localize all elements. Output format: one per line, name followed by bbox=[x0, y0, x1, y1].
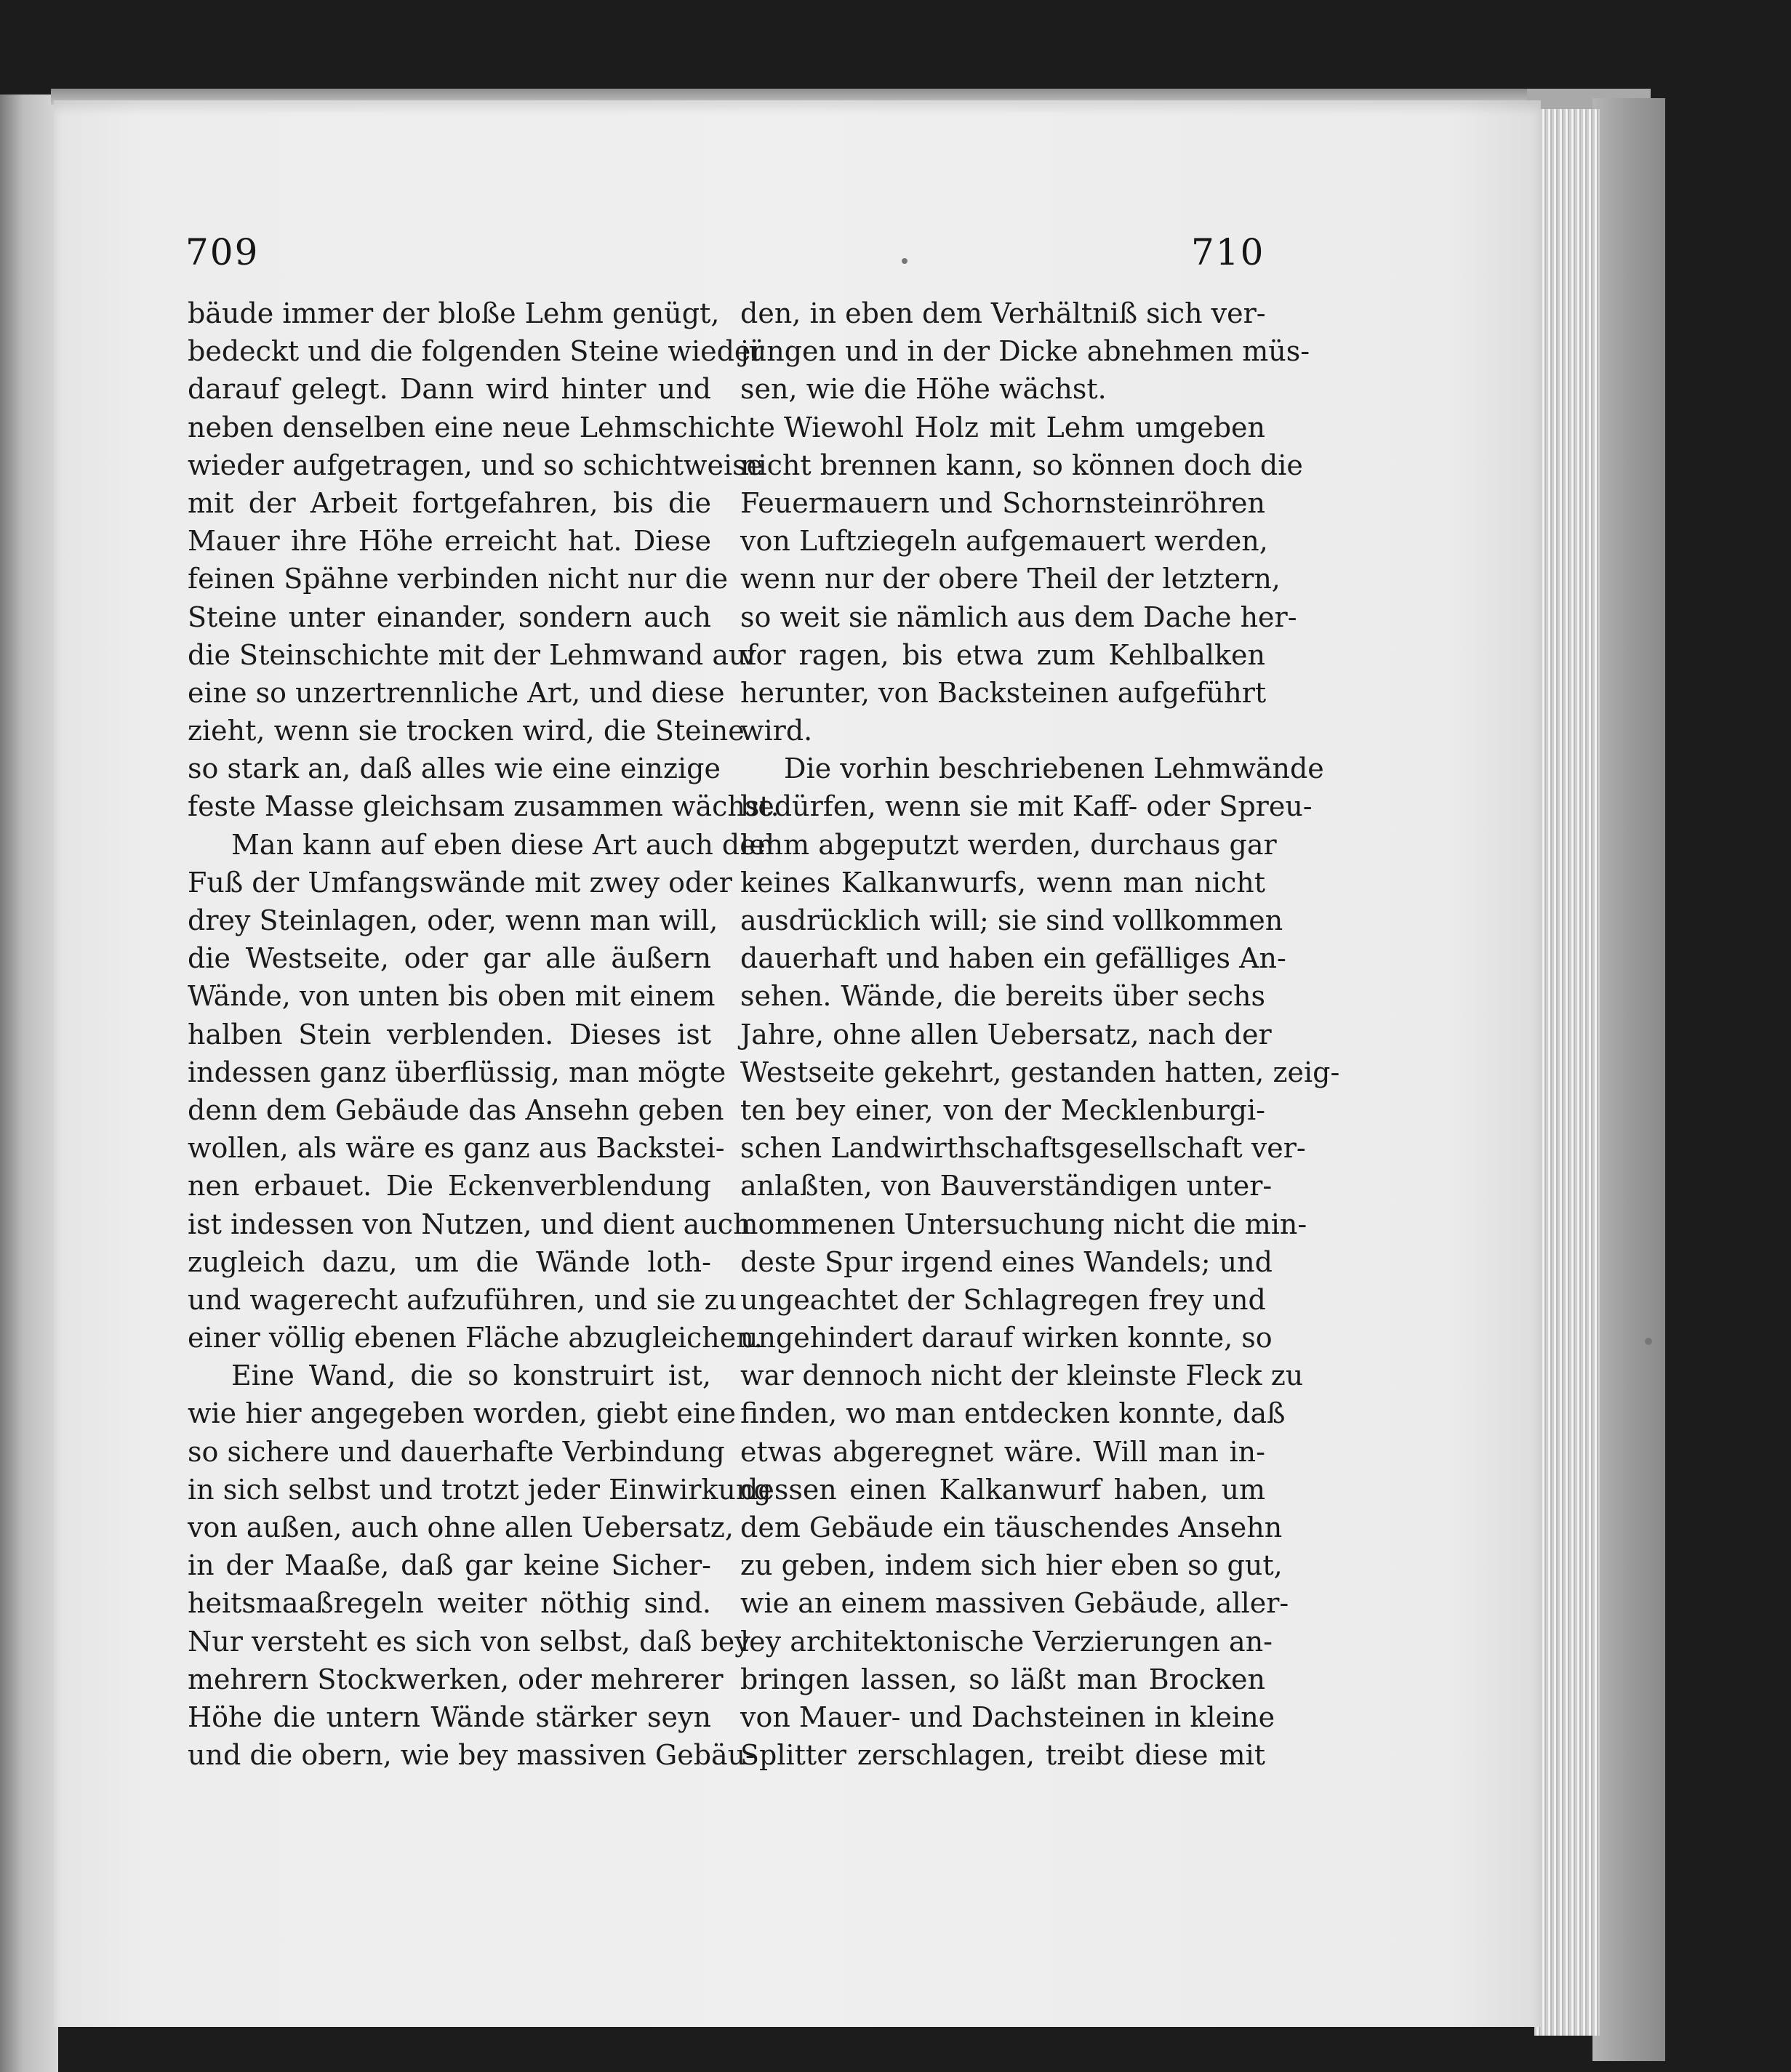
text-line: Jahre, ohne allen Uebersatz, nach der bbox=[740, 1018, 1272, 1051]
text-line: ley architektonische Verzierungen an- bbox=[740, 1625, 1273, 1658]
text-line: herunter, von Backsteinen aufgeführt bbox=[740, 676, 1267, 709]
text-line: Splitter zerschlagen, treibt diese mit bbox=[740, 1739, 1265, 1772]
text-line: so stark an, daß alles wie eine einzige bbox=[188, 752, 721, 785]
text-line: indessen ganz überflüssig, man mögte bbox=[188, 1056, 726, 1088]
text-line: bedürfen, wenn sie mit Kaff- oder Spreu- bbox=[740, 790, 1313, 823]
text-line: wie an einem massiven Gebäude, aller- bbox=[740, 1587, 1289, 1620]
page-number-right: 710 bbox=[1191, 231, 1265, 273]
text-line: in sich selbst und trotzt jeder Einwirkung bbox=[188, 1473, 772, 1506]
text-line: in der Maaße, daß gar keine Sicher- bbox=[188, 1549, 711, 1582]
text-line: zugleich dazu, um die Wände loth- bbox=[188, 1245, 711, 1278]
text-line: schen Landwirthschaftsgesellschaft ver- bbox=[740, 1132, 1306, 1165]
text-line: bäude immer der bloße Lehm genügt, bbox=[188, 297, 720, 329]
text-line: die Steinschichte mit der Lehmwand auf bbox=[188, 638, 757, 671]
text-line: einer völlig ebenen Fläche abzugleichen. bbox=[188, 1322, 763, 1354]
text-line: von außen, auch ohne allen Uebersatz, bbox=[188, 1511, 734, 1543]
paper-speck bbox=[902, 258, 907, 264]
text-line: Feuermauern und Schornsteinröhren bbox=[740, 486, 1265, 519]
text-line: dauerhaft und haben ein gefälliges An- bbox=[740, 942, 1286, 975]
text-line: war dennoch nicht der kleinste Fleck zu bbox=[740, 1360, 1304, 1392]
text-line: so weit sie nämlich aus dem Dache her- bbox=[740, 601, 1297, 633]
text-line: feinen Spähne verbinden nicht nur die bbox=[188, 563, 729, 595]
text-line: wenn nur der obere Theil der letztern, bbox=[740, 563, 1281, 595]
text-line: wollen, als wäre es ganz aus Backstei- bbox=[188, 1132, 725, 1165]
text-line: denn dem Gebäude das Ansehn geben bbox=[188, 1093, 724, 1126]
text-line: nen erbauet. Die Eckenverblendung bbox=[188, 1170, 711, 1202]
text-line: zieht, wenn sie trocken wird, die Steine bbox=[188, 715, 745, 747]
text-line: Die vorhin beschriebenen Lehmwände bbox=[784, 752, 1324, 785]
text-line: feste Masse gleichsam zusammen wächst. bbox=[188, 790, 780, 823]
text-line: Mauer ihre Höhe erreicht hat. Diese bbox=[188, 525, 711, 558]
text-line: ungeachtet der Schlagregen frey und bbox=[740, 1283, 1266, 1316]
text-line: bedeckt und die folgenden Steine wieder bbox=[188, 335, 764, 368]
text-line: ten bey einer, von der Mecklenburgi- bbox=[740, 1093, 1265, 1126]
text-line: drey Steinlagen, oder, wenn man will, bbox=[188, 904, 718, 936]
text-line: neben denselben eine neue Lehmschichte bbox=[188, 411, 775, 443]
text-line: heitsmaaßregeln weiter nöthig sind. bbox=[188, 1587, 711, 1620]
text-line: keines Kalkanwurfs, wenn man nicht bbox=[740, 866, 1265, 899]
text-line: etwas abgeregnet wäre. Will man in- bbox=[740, 1435, 1265, 1468]
text-line: anlaßten, von Bauverständigen unter- bbox=[740, 1170, 1273, 1202]
text-line: Man kann auf eben diese Art auch den bbox=[231, 828, 774, 861]
text-line: die Westseite, oder gar alle äußern bbox=[188, 942, 711, 975]
text-column-left bbox=[188, 294, 780, 1774]
text-line: halben Stein verblenden. Dieses ist bbox=[188, 1018, 711, 1051]
text-line: bringen lassen, so läßt man Brocken bbox=[740, 1663, 1265, 1695]
text-line: von Luftziegeln aufgemauert werden, bbox=[740, 525, 1268, 558]
page-number-left: 709 bbox=[185, 231, 260, 273]
text-line: sehen. Wände, die bereits über sechs bbox=[740, 980, 1265, 1013]
text-line: darauf gelegt. Dann wird hinter und bbox=[188, 373, 711, 406]
left-page-edge bbox=[0, 95, 58, 2072]
text-line: Wände, von unten bis oben mit einem bbox=[188, 980, 716, 1013]
text-line: wird. bbox=[740, 715, 813, 747]
text-line: von Mauer- und Dachsteinen in kleine bbox=[740, 1700, 1275, 1733]
text-line: Westseite gekehrt, gestanden hatten, zeig- bbox=[740, 1056, 1340, 1088]
text-line: wie hier angegeben worden, giebt eine bbox=[188, 1397, 736, 1430]
text-line: und wagerecht aufzuführen, und sie zu bbox=[188, 1283, 737, 1316]
text-line: dessen einen Kalkanwurf haben, um bbox=[740, 1473, 1265, 1506]
book-cover-edge bbox=[1592, 98, 1665, 2061]
text-column-right bbox=[740, 294, 1340, 1774]
paper-speck bbox=[1645, 1338, 1652, 1345]
text-line: deste Spur irgend eines Wandels; und bbox=[740, 1245, 1273, 1278]
text-line: und die obern, wie bey massiven Gebäu- bbox=[188, 1739, 755, 1772]
text-line: eine so unzertrennliche Art, und diese bbox=[188, 676, 725, 709]
text-line: ist indessen von Nutzen, und dient auch bbox=[188, 1208, 751, 1240]
text-line: mehrern Stockwerken, oder mehrerer bbox=[188, 1663, 724, 1695]
text-line: zu geben, indem sich hier eben so gut, bbox=[740, 1549, 1283, 1582]
text-line: Steine unter einander, sondern auch bbox=[188, 601, 711, 633]
text-line: nicht brennen kann, so können doch die bbox=[740, 449, 1303, 481]
text-line: wieder aufgetragen, und so schichtweise bbox=[188, 449, 764, 481]
text-line: Nur versteht es sich von selbst, daß bey bbox=[188, 1625, 750, 1658]
text-line: Fuß der Umfangswände mit zwey oder bbox=[188, 866, 732, 899]
text-line: ausdrücklich will; sie sind vollkommen bbox=[740, 904, 1283, 936]
text-line: Höhe die untern Wände stärker seyn bbox=[188, 1700, 711, 1733]
text-line: den, in eben dem Verhältniß sich ver- bbox=[740, 297, 1266, 329]
text-line: vor ragen, bis etwa zum Kehlbalken bbox=[740, 638, 1265, 671]
text-line: finden, wo man entdecken konnte, daß bbox=[740, 1397, 1286, 1430]
text-line: sen, wie die Höhe wächst. bbox=[740, 373, 1107, 406]
text-line: Eine Wand, die so konstruirt ist, bbox=[231, 1360, 711, 1392]
text-line: Wiewohl Holz mit Lehm umgeben bbox=[784, 411, 1265, 443]
text-line: nommenen Untersuchung nicht die min- bbox=[740, 1208, 1307, 1240]
text-line: mit der Arbeit fortgefahren, bis die bbox=[188, 486, 711, 519]
text-line: dem Gebäude ein täuschendes Ansehn bbox=[740, 1511, 1283, 1543]
text-line: lehm abgeputzt werden, durchaus gar bbox=[740, 828, 1277, 861]
text-line: jüngen und in der Dicke abnehmen müs- bbox=[740, 335, 1310, 368]
page-fore-edge bbox=[1534, 109, 1600, 2036]
text-line: so sichere und dauerhafte Verbindung bbox=[188, 1435, 725, 1468]
text-line: ungehindert darauf wirken konnte, so bbox=[740, 1322, 1273, 1354]
